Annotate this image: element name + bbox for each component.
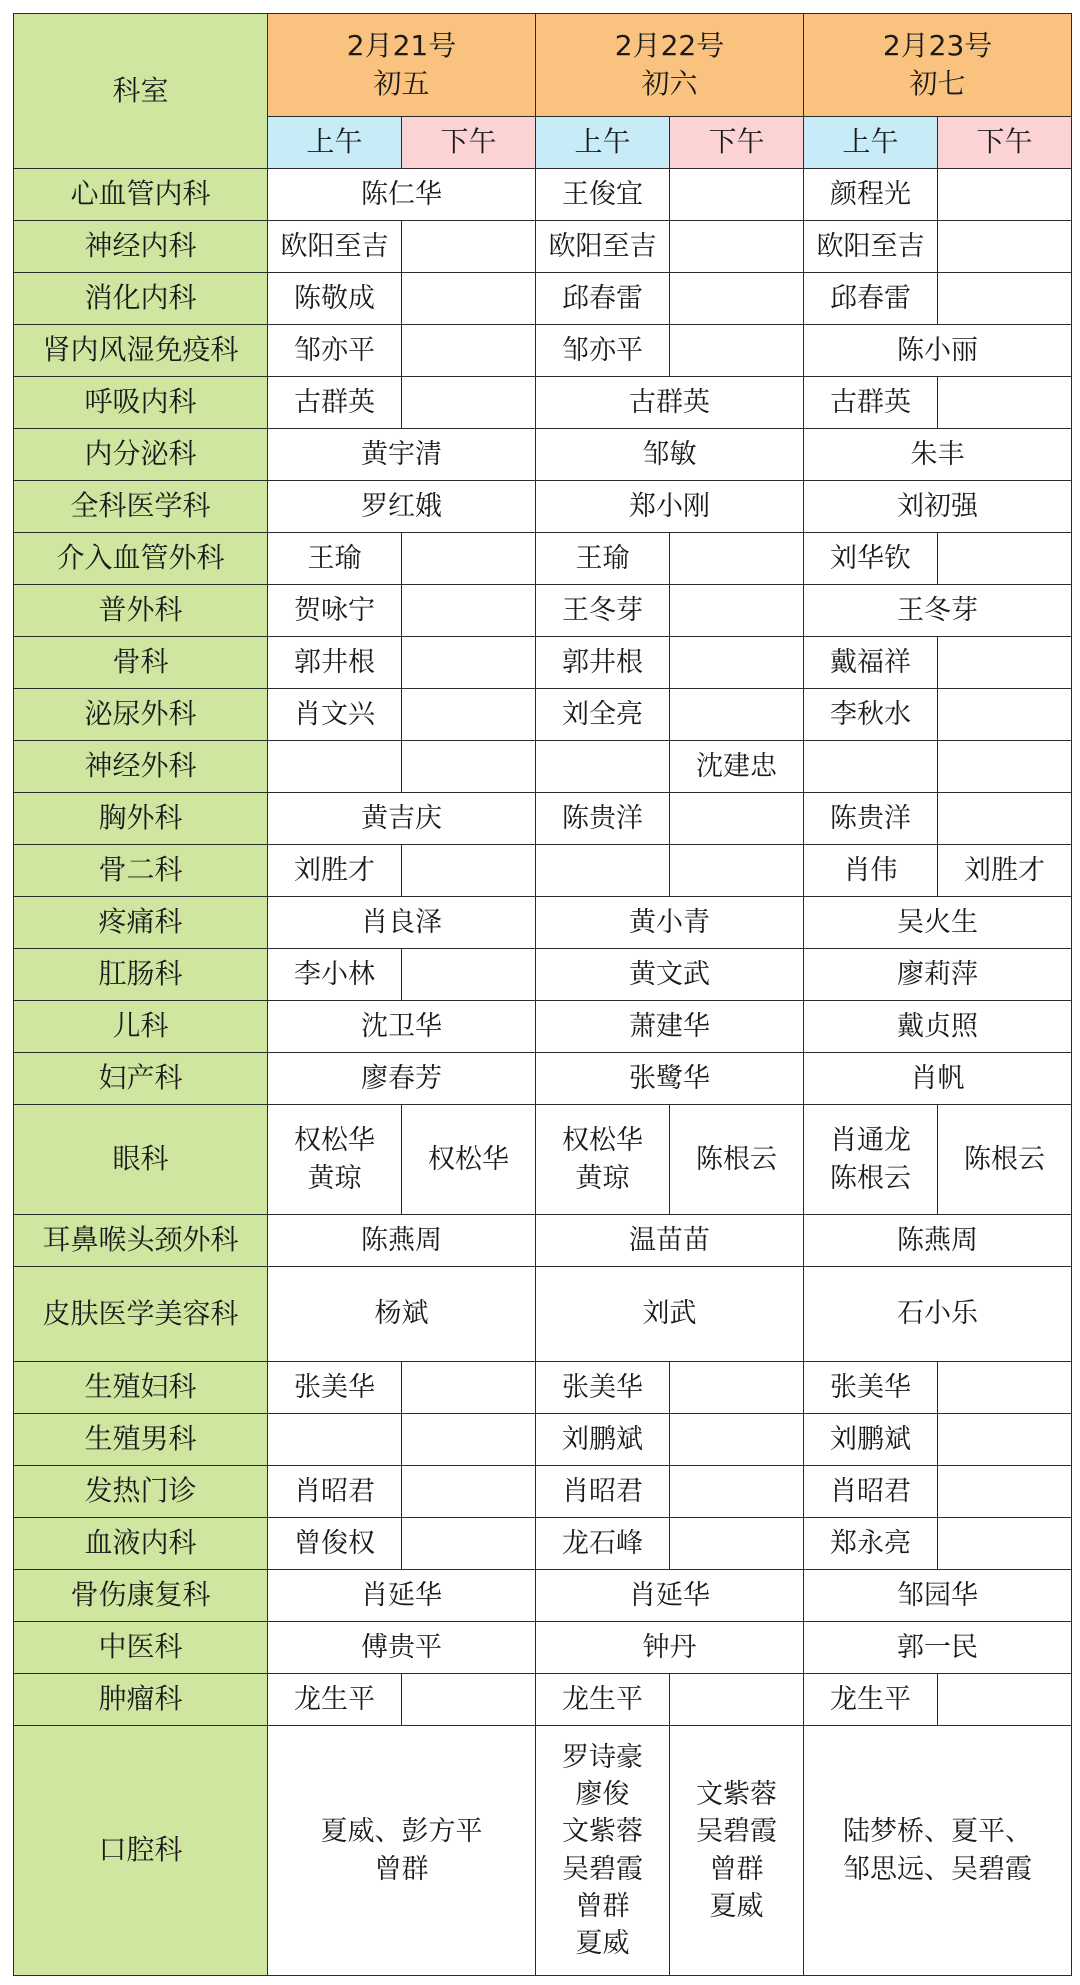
department-name: 肛肠科 <box>14 949 268 1001</box>
doctor-cell: 王瑜 <box>268 533 402 585</box>
doctor-cell: 郑小刚 <box>536 481 804 533</box>
table-row <box>14 1267 1072 1362</box>
department-name: 普外科 <box>14 585 268 637</box>
doctor-cell: 张美华 <box>804 1362 938 1414</box>
doctor-cell: 邱春雷 <box>804 273 938 325</box>
empty-cell <box>402 1518 536 1570</box>
doctor-cell: 朱丰 <box>804 429 1072 481</box>
empty-cell <box>938 377 1072 429</box>
empty-cell <box>536 741 670 793</box>
table-row <box>14 273 1072 325</box>
department-name: 肿瘤科 <box>14 1674 268 1726</box>
table-row <box>14 845 1072 897</box>
doctor-cell: 龙生平 <box>804 1674 938 1726</box>
department-name: 耳鼻喉头颈外科 <box>14 1215 268 1267</box>
empty-cell <box>938 169 1072 221</box>
empty-cell <box>670 221 804 273</box>
empty-cell <box>670 169 804 221</box>
empty-cell <box>670 1414 804 1466</box>
doctor-cell: 陈燕周 <box>268 1215 536 1267</box>
department-name: 胸外科 <box>14 793 268 845</box>
table-row <box>14 1215 1072 1267</box>
date-text: 2月23号 <box>882 29 993 63</box>
empty-cell <box>938 1466 1072 1518</box>
doctor-cell: 王冬芽 <box>536 585 670 637</box>
doctor-cell: 罗诗豪 廖俊 文紫蓉 吴碧霞 曾群 夏威 <box>536 1726 670 1976</box>
doctor-cell: 龙生平 <box>268 1674 402 1726</box>
doctor-cell: 郑永亮 <box>804 1518 938 1570</box>
doctor-cell: 吴火生 <box>804 897 1072 949</box>
empty-cell <box>670 1466 804 1518</box>
doctor-cell: 权松华 黄琼 <box>268 1105 402 1215</box>
lunar-date-text: 初五 <box>373 67 430 100</box>
doctor-cell: 石小乐 <box>804 1267 1072 1362</box>
doctor-cell: 廖春芳 <box>268 1053 536 1105</box>
table-row <box>14 481 1072 533</box>
empty-cell <box>938 1674 1072 1726</box>
table-row <box>14 1001 1072 1053</box>
empty-cell <box>938 793 1072 845</box>
doctor-cell: 戴贞照 <box>804 1001 1072 1053</box>
department-name: 发热门诊 <box>14 1466 268 1518</box>
department-name: 骨伤康复科 <box>14 1570 268 1622</box>
empty-cell <box>402 845 536 897</box>
empty-cell <box>670 637 804 689</box>
empty-cell <box>670 533 804 585</box>
department-name: 皮肤医学美容科 <box>14 1267 268 1362</box>
department-name: 消化内科 <box>14 273 268 325</box>
empty-cell <box>938 741 1072 793</box>
doctor-cell: 肖良泽 <box>268 897 536 949</box>
empty-cell <box>402 1674 536 1726</box>
doctor-cell: 曾俊权 <box>268 1518 402 1570</box>
table-row <box>14 1105 1072 1215</box>
empty-cell <box>402 221 536 273</box>
doctor-cell: 权松华 <box>402 1105 536 1215</box>
doctor-cell: 杨斌 <box>268 1267 536 1362</box>
table-row <box>14 585 1072 637</box>
empty-cell <box>268 1414 402 1466</box>
date-text: 2月22号 <box>614 29 725 63</box>
doctor-cell: 温苗苗 <box>536 1215 804 1267</box>
empty-cell <box>402 637 536 689</box>
table-row <box>14 221 1072 273</box>
doctor-cell: 陈贵洋 <box>804 793 938 845</box>
doctor-cell: 刘鹏斌 <box>804 1414 938 1466</box>
doctor-cell: 陈根云 <box>938 1105 1072 1215</box>
doctor-cell: 王瑜 <box>536 533 670 585</box>
doctor-cell: 肖昭君 <box>804 1466 938 1518</box>
empty-cell <box>402 1466 536 1518</box>
doctor-cell: 廖莉萍 <box>804 949 1072 1001</box>
empty-cell <box>670 1674 804 1726</box>
doctor-cell: 张美华 <box>268 1362 402 1414</box>
date-header-2 <box>536 14 804 117</box>
am-header: 上午 <box>536 117 670 169</box>
doctor-cell: 龙石峰 <box>536 1518 670 1570</box>
table-row <box>14 637 1072 689</box>
doctor-cell: 颜程光 <box>804 169 938 221</box>
empty-cell <box>670 793 804 845</box>
department-name: 生殖男科 <box>14 1414 268 1466</box>
doctor-cell: 李小林 <box>268 949 402 1001</box>
table-row <box>14 1414 1072 1466</box>
doctor-cell: 黄宇清 <box>268 429 536 481</box>
department-name: 神经内科 <box>14 221 268 273</box>
doctor-cell: 邹园华 <box>804 1570 1072 1622</box>
doctor-cell: 贺咏宁 <box>268 585 402 637</box>
department-name: 神经外科 <box>14 741 268 793</box>
doctor-cell: 古群英 <box>268 377 402 429</box>
date-text: 2月21号 <box>346 29 457 63</box>
table-row <box>14 1726 1072 1976</box>
empty-cell <box>402 689 536 741</box>
empty-cell <box>938 1414 1072 1466</box>
table-row <box>14 429 1072 481</box>
table-row <box>14 325 1072 377</box>
department-name: 口腔科 <box>14 1726 268 1976</box>
empty-cell <box>402 949 536 1001</box>
pm-header: 下午 <box>670 117 804 169</box>
empty-cell <box>402 741 536 793</box>
empty-cell <box>670 325 804 377</box>
doctor-cell: 陈根云 <box>670 1105 804 1215</box>
doctor-cell: 肖昭君 <box>536 1466 670 1518</box>
doctor-cell: 邱春雷 <box>536 273 670 325</box>
empty-cell <box>938 533 1072 585</box>
department-name: 生殖妇科 <box>14 1362 268 1414</box>
doctor-cell: 戴福祥 <box>804 637 938 689</box>
date-header-row <box>14 14 1072 117</box>
table-row <box>14 689 1072 741</box>
doctor-cell: 陈贵洋 <box>536 793 670 845</box>
date-header-3 <box>804 14 1072 117</box>
empty-cell <box>938 1362 1072 1414</box>
doctor-cell: 肖伟 <box>804 845 938 897</box>
duty-schedule-table <box>13 13 1072 1976</box>
department-name: 疼痛科 <box>14 897 268 949</box>
empty-cell <box>938 637 1072 689</box>
department-name: 泌尿外科 <box>14 689 268 741</box>
doctor-cell: 黄文武 <box>536 949 804 1001</box>
empty-cell <box>268 741 402 793</box>
department-name: 中医科 <box>14 1622 268 1674</box>
doctor-cell: 龙生平 <box>536 1674 670 1726</box>
doctor-cell: 刘全亮 <box>536 689 670 741</box>
department-name: 内分泌科 <box>14 429 268 481</box>
empty-cell <box>670 585 804 637</box>
doctor-cell: 黄吉庆 <box>268 793 536 845</box>
doctor-cell: 夏威、彭方平 曾群 <box>268 1726 536 1976</box>
empty-cell <box>804 741 938 793</box>
doctor-cell: 郭井根 <box>268 637 402 689</box>
doctor-cell: 王冬芽 <box>804 585 1072 637</box>
empty-cell <box>670 1518 804 1570</box>
lunar-date-text: 初七 <box>909 67 966 100</box>
doctor-cell: 文紫蓉 吴碧霞 曾群 夏威 <box>670 1726 804 1976</box>
doctor-cell: 刘胜才 <box>938 845 1072 897</box>
doctor-cell: 张美华 <box>536 1362 670 1414</box>
department-name: 血液内科 <box>14 1518 268 1570</box>
doctor-cell: 罗红娥 <box>268 481 536 533</box>
table-row <box>14 1570 1072 1622</box>
doctor-cell: 欧阳至吉 <box>536 221 670 273</box>
doctor-cell: 肖延华 <box>268 1570 536 1622</box>
table-row <box>14 1466 1072 1518</box>
doctor-cell: 刘胜才 <box>268 845 402 897</box>
doctor-cell: 萧建华 <box>536 1001 804 1053</box>
doctor-cell: 陈敬成 <box>268 273 402 325</box>
doctor-cell: 刘武 <box>536 1267 804 1362</box>
department-header: 科室 <box>14 14 268 169</box>
doctor-cell: 傅贵平 <box>268 1622 536 1674</box>
doctor-cell: 肖昭君 <box>268 1466 402 1518</box>
doctor-cell: 权松华 黄琼 <box>536 1105 670 1215</box>
pm-header: 下午 <box>402 117 536 169</box>
doctor-cell: 郭一民 <box>804 1622 1072 1674</box>
table-row <box>14 169 1072 221</box>
empty-cell <box>402 1362 536 1414</box>
table-row <box>14 949 1072 1001</box>
doctor-cell: 张鹭华 <box>536 1053 804 1105</box>
empty-cell <box>670 845 804 897</box>
table-row <box>14 1622 1072 1674</box>
doctor-cell: 钟丹 <box>536 1622 804 1674</box>
empty-cell <box>938 1518 1072 1570</box>
department-name: 眼科 <box>14 1105 268 1215</box>
table-row <box>14 897 1072 949</box>
empty-cell <box>536 845 670 897</box>
table-row <box>14 1053 1072 1105</box>
doctor-cell: 古群英 <box>536 377 804 429</box>
doctor-cell: 欧阳至吉 <box>268 221 402 273</box>
doctor-cell: 刘华钦 <box>804 533 938 585</box>
table-row <box>14 741 1072 793</box>
doctor-cell: 邹亦平 <box>268 325 402 377</box>
department-name: 妇产科 <box>14 1053 268 1105</box>
doctor-cell: 陈小丽 <box>804 325 1072 377</box>
doctor-cell: 肖文兴 <box>268 689 402 741</box>
empty-cell <box>938 689 1072 741</box>
empty-cell <box>938 221 1072 273</box>
doctor-cell: 郭井根 <box>536 637 670 689</box>
table-row <box>14 1362 1072 1414</box>
doctor-cell: 邹亦平 <box>536 325 670 377</box>
doctor-cell: 肖帆 <box>804 1053 1072 1105</box>
table-row <box>14 533 1072 585</box>
department-name: 骨科 <box>14 637 268 689</box>
doctor-cell: 黄小青 <box>536 897 804 949</box>
date-header-1 <box>268 14 536 117</box>
empty-cell <box>670 273 804 325</box>
doctor-cell: 李秋水 <box>804 689 938 741</box>
empty-cell <box>402 325 536 377</box>
department-name: 骨二科 <box>14 845 268 897</box>
empty-cell <box>938 273 1072 325</box>
empty-cell <box>402 1414 536 1466</box>
schedule-body <box>14 14 1072 1976</box>
am-header: 上午 <box>268 117 402 169</box>
doctor-cell: 陆梦桥、夏平、 邹思远、吴碧霞 <box>804 1726 1072 1976</box>
table-row <box>14 1518 1072 1570</box>
table-row <box>14 377 1072 429</box>
empty-cell <box>670 689 804 741</box>
doctor-cell: 刘初强 <box>804 481 1072 533</box>
table-row <box>14 1674 1072 1726</box>
department-name: 心血管内科 <box>14 169 268 221</box>
department-name: 介入血管外科 <box>14 533 268 585</box>
table-row <box>14 793 1072 845</box>
empty-cell <box>670 1362 804 1414</box>
pm-header: 下午 <box>938 117 1072 169</box>
doctor-cell: 肖延华 <box>536 1570 804 1622</box>
doctor-cell: 陈燕周 <box>804 1215 1072 1267</box>
empty-cell <box>402 273 536 325</box>
lunar-date-text: 初六 <box>641 67 698 100</box>
doctor-cell: 邹敏 <box>536 429 804 481</box>
doctor-cell: 王俊宜 <box>536 169 670 221</box>
doctor-cell: 沈卫华 <box>268 1001 536 1053</box>
doctor-cell: 肖通龙 陈根云 <box>804 1105 938 1215</box>
department-name: 肾内风湿免疫科 <box>14 325 268 377</box>
department-name: 儿科 <box>14 1001 268 1053</box>
doctor-cell: 欧阳至吉 <box>804 221 938 273</box>
am-header: 上午 <box>804 117 938 169</box>
empty-cell <box>402 377 536 429</box>
department-name: 全科医学科 <box>14 481 268 533</box>
empty-cell <box>402 585 536 637</box>
doctor-cell: 沈建忠 <box>670 741 804 793</box>
empty-cell <box>402 533 536 585</box>
department-name: 呼吸内科 <box>14 377 268 429</box>
doctor-cell: 古群英 <box>804 377 938 429</box>
doctor-cell: 刘鹏斌 <box>536 1414 670 1466</box>
doctor-cell: 陈仁华 <box>268 169 536 221</box>
